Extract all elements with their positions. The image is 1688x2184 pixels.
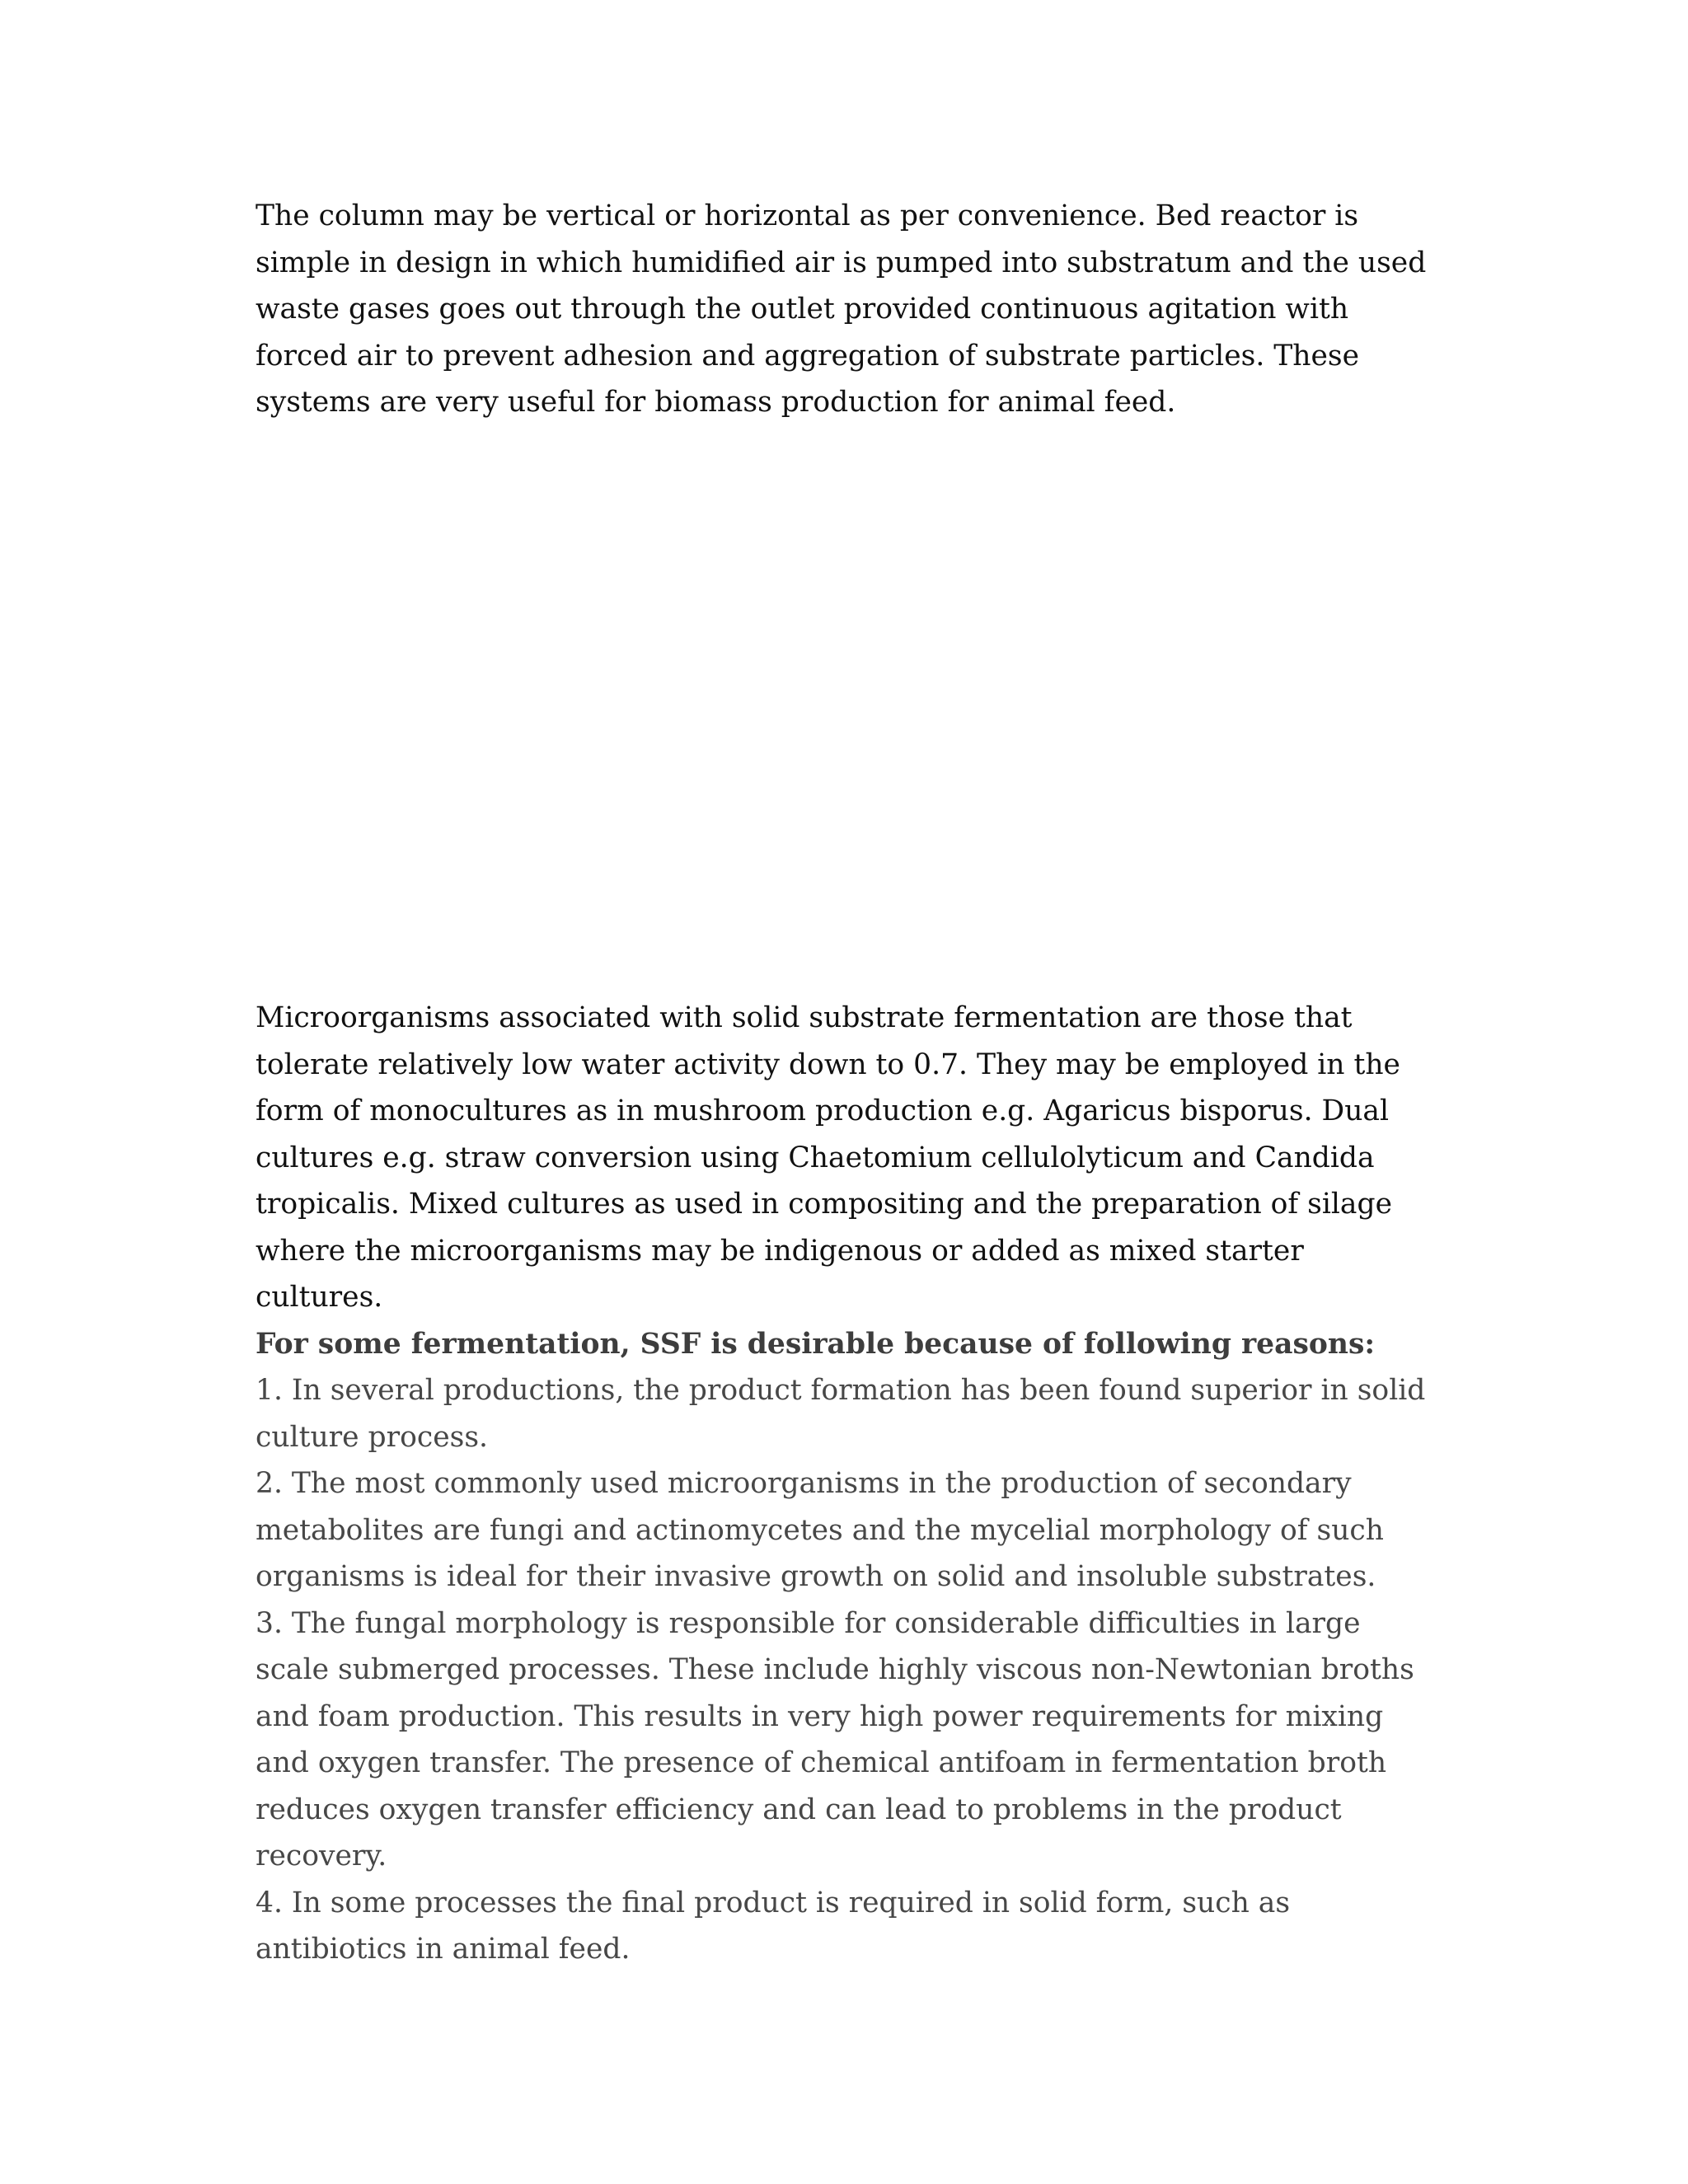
- paragraph-column-reactor: [256, 193, 1434, 426]
- blank-space: [256, 429, 1434, 972]
- reasons-list: [256, 1367, 1434, 1973]
- reason-item: 3. The fungal morphology is responsible for considerable difficulties in large scale submerged processes. These include highly viscous non-Newtonian broths and foam production. This results in very high power requirements for mixing and oxygen transfer. The presence of chemical antifoam in fermentation broth reduces oxygen transfer efficiency and can lead to problems in the product recovery.: [256, 1606, 1414, 1872]
- reason-item: 4. In some processes the final product is required in solid form, such as antibiotics in animal feed.: [256, 1886, 1291, 1966]
- reasons-heading: For some fermentation, SSF is desirable because of following reasons:: [256, 1327, 1376, 1361]
- section-microorganisms: [256, 995, 1434, 1973]
- paragraph-text: The column may be vertical or horizontal as per convenience. Bed reactor is simple in design in which humidified air is pumped into substratum and the used waste gases goes out through the outlet provided continuous agitation with forced air to prevent adhesion and aggregation of substrate particles. These systems are very useful for biomass production for animal feed.: [256, 199, 1427, 419]
- reason-item: 1. In several productions, the product formation has been found superior in solid culture process.: [256, 1374, 1426, 1454]
- reason-item: 2. The most commonly used microorganisms in the production of secondary metabolites are fungi and actinomycetes and the mycelial morphology of such organisms is ideal for their invasive growth on solid and insoluble substrates.: [256, 1467, 1384, 1593]
- paragraph-microorganisms: Microorganisms associated with solid substrate fermentation are those that tolerate relatively low water activity down to 0.7. They may be employed in the form of monocultures as in mushroom production e.g. Agaricus bisporus. Dual cultures e.g. straw conversion using Chaetomium cellulolyticum and Candida tropicalis. Mixed cultures as used in compositing and the preparation of silage where the microorganisms may be indigenous or added as mixed starter cultures.: [256, 1001, 1400, 1314]
